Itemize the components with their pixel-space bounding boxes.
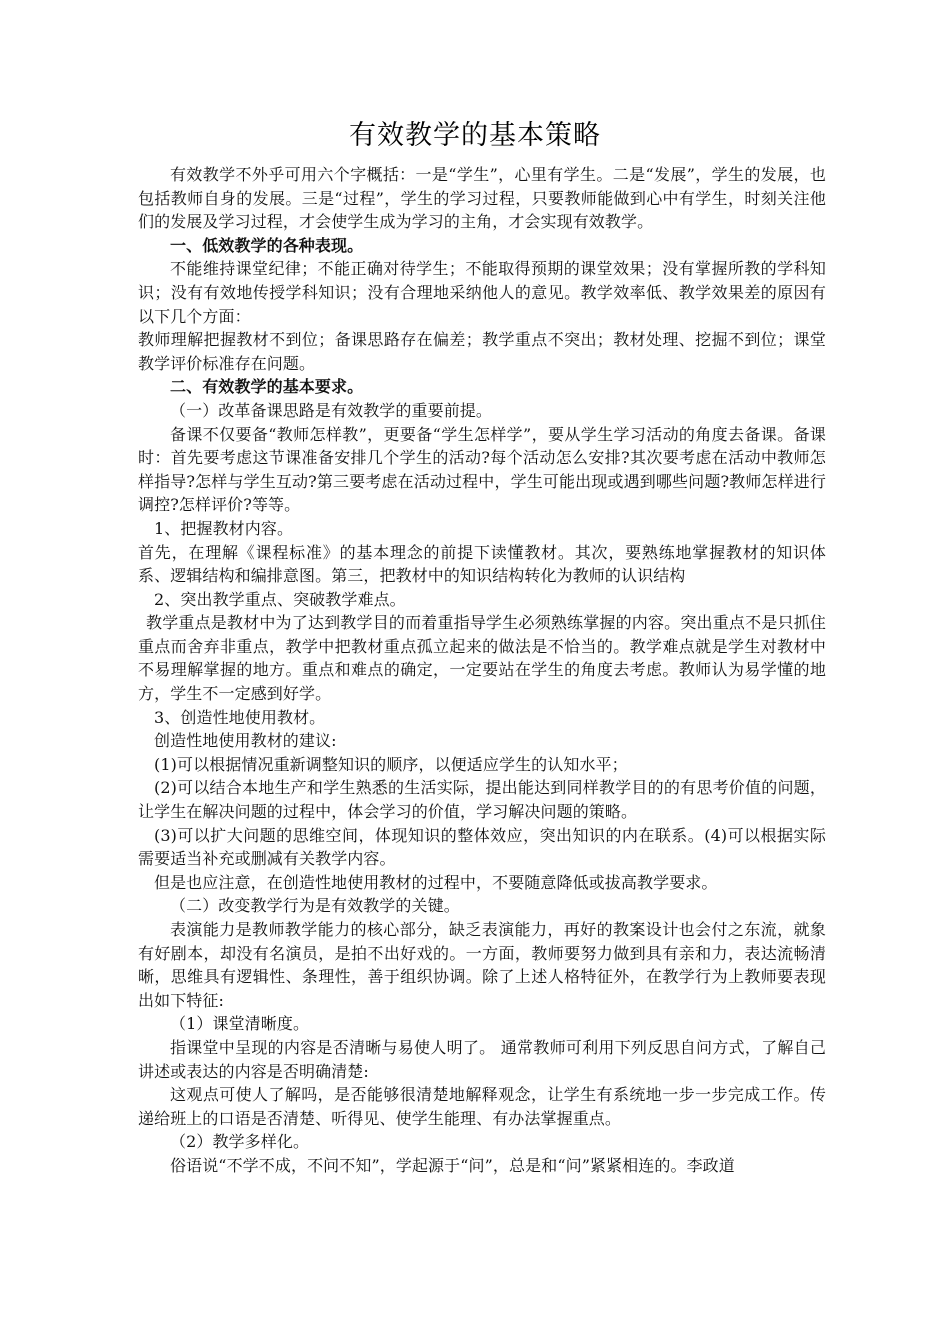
paragraph: (1)可以根据情况重新调整知识的顺序，以便适应学生的认知水平； <box>154 754 628 774</box>
paragraph: 创造性地使用教材的建议: <box>154 731 337 751</box>
paragraph: 备课不仅要备“教师怎样教”，更要备“学生怎样学”，要从学生学习活动的角度去备课。备课时：首先要考虑这节课准备安排几个学生的活动?每个活动怎么安排?其次要考虑在活动中教师怎样指导?怎样与学生互动?第三要考虑在活动过程中，学生可能出现或遇到哪些问题?教师怎样进行调控?怎样评价?等等。 <box>138 424 826 515</box>
paragraph: 教师理解把握教材不到位；备课思路存在偏差；教学重点不突出；教材处理、挖掘不到位；课堂教学评价标准存在问题。 <box>138 330 826 373</box>
section-heading: 一、低效教学的各种表现。 <box>170 235 364 255</box>
paragraph: 这观点可使人了解吗，是否能够很清楚地解释观念，让学生有系统地一步一步完成工作。传递给班上的口语是否清楚、听得见、使学生能理、有办法掌握重点。 <box>138 1085 826 1128</box>
paragraph: 但是也应注意，在创造性地使用教材的过程中，不要随意降低或拔高教学要求。 <box>154 872 718 892</box>
paragraph: 表演能力是教师教学能力的核心部分，缺乏表演能力，再好的教案设计也会付之东流，就象有好剧本，却没有名演员，是拍不出好戏的。一方面，教师要努力做到具有亲和力，表达流畅清晰，思维具有逻辑性、条理性，善于组织协调。除了上述人格特征外，在教学行为上教师要表现出如下特征: <box>138 920 826 1010</box>
paragraph: 2、突出教学重点、突破教学难点。 <box>154 589 406 609</box>
paragraph: 不能维持课堂纪律；不能正确对待学生；不能取得预期的课堂效果；没有掌握所教的学科知识；没有有效地传授学科知识；没有合理地采纳他人的意见。教学效率低、教学效果差的原因有以下几个方面： <box>138 259 826 326</box>
paragraph: 指课堂中呈现的内容是否清晰与易使人明了。 通常教师可利用下列反思自问方式，了解自己讲述或表达的内容是否明确清楚: <box>138 1037 826 1081</box>
paragraph: （2）教学多样化。 <box>170 1132 310 1152</box>
paragraph: （1）课堂清晰度。 <box>170 1014 310 1034</box>
paragraph: (3)可以扩大问题的思维空间，体现知识的整体效应，突出知识的内在联系。(4)可以根据实际需要适当补充或删减有关教学内容。 <box>138 825 826 869</box>
paragraph: 1、把握教材内容。 <box>154 518 294 538</box>
document-body <box>138 163 826 1178</box>
paragraph: 3、创造性地使用教材。 <box>154 707 326 727</box>
paragraph: （二）改变教学行为是有效教学的关键。 <box>170 896 460 916</box>
paragraph: 俗语说“不学不成，不问不知”，学起源于“问”，总是和“问”紧紧相连的。李政道 <box>170 1155 735 1175</box>
paragraph: 有效教学不外乎可用六个字概括：一是“学生”，心里有学生。二是“发展”，学生的发展，也包括教师自身的发展。三是“过程”，学生的学习过程，只要教师能做到心中有学生，时刻关注他们的发展及学习过程，才会使学生成为学习的主角，才会实现有效教学。 <box>138 165 826 232</box>
paragraph: (2)可以结合本地生产和学生熟悉的生活实际，提出能达到同样教学目的的有思考价值的问题，让学生在解决问题的过程中，体会学习的价值，学习解决问题的策略。 <box>138 778 826 822</box>
paragraph: 首先，在理解《课程标准》的基本理念的前提下读懂教材。其次，要熟练地掌握教材的知识体系、逻辑结构和编排意图。第三，把教材中的知识结构转化为教师的认识结构 <box>138 542 826 586</box>
paragraph: 教学重点是教材中为了达到教学目的而着重指导学生必须熟练掌握的内容。突出重点不是只抓住重点而舍弃非重点，教学中把教材重点孤立起来的做法是不恰当的。教学难点就是学生对教材中不易理解掌握的地方。重点和难点的确定，一定要站在学生的角度去考虑。教师认为易学懂的地方，学生不一定感到好学。 <box>138 613 826 704</box>
page-title: 有效教学的基本策略 <box>349 120 601 151</box>
section-heading: 二、有效教学的基本要求。 <box>170 377 364 397</box>
paragraph: （一）改革备课思路是有效教学的重要前提。 <box>170 400 493 420</box>
